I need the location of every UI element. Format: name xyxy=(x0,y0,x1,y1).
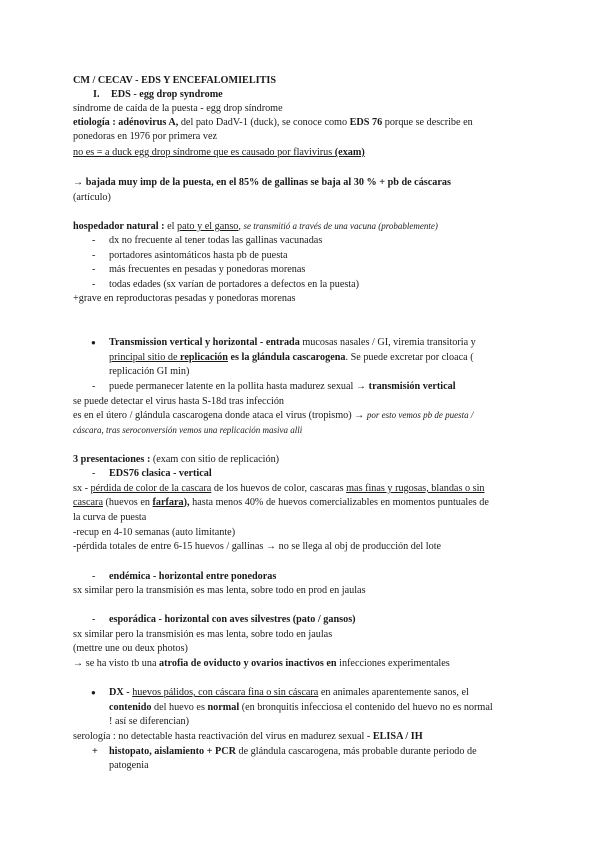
dash-bullet: - xyxy=(92,614,96,625)
endemic-heading: endémica - horizontal entre ponedoras xyxy=(109,571,277,582)
plus-bullet: + xyxy=(92,746,98,757)
not-equal-text: no es = a duck egg drop síndrome que es causado por flavivirus xyxy=(73,147,335,158)
serology-text: serología : no detectable hasta reactivación del virus en madurez sexual - xyxy=(73,731,373,742)
presentations-label: 3 presentaciones : xyxy=(73,454,153,465)
atrophy-bold: atrofia de oviducto y ovarios inactivos en xyxy=(159,658,337,669)
dash-bullet: - xyxy=(92,279,96,290)
vertical-transmission: transmisión vertical xyxy=(368,381,456,392)
dx-line-2 xyxy=(109,701,493,714)
host-item: todas edades (sx varían de portadores a defectos en la puesta) xyxy=(109,279,360,290)
host-item: dx no frecuente al tener todas las gallinas vacunadas xyxy=(109,235,323,246)
atrophy-tail: infecciones experimentales xyxy=(336,658,450,669)
eds76-code: EDS 76 xyxy=(349,117,383,128)
etiology-line-2: ponedoras en 1976 por primera vez xyxy=(73,131,217,142)
uterus-line-2: cáscara, tras seroconversión vemos una replicación masiva alli xyxy=(73,425,303,435)
presentations-line xyxy=(73,453,279,466)
sx-eggs-text: (huevos en xyxy=(102,497,153,508)
bullet-dot-icon: ● xyxy=(91,338,96,347)
sx-label: sx - xyxy=(73,483,91,494)
syndrome-line: síndrome de caída de la puesta - egg drop síndrome xyxy=(73,103,283,114)
eds76-heading: EDS76 clasica - vertical xyxy=(109,468,212,479)
dx-content: contenido xyxy=(109,702,152,713)
symptoms-line xyxy=(73,482,485,495)
sporadic-heading: esporádica - horizontal con aves silvestres (pato / gansos) xyxy=(109,614,356,625)
sx-paren: ), xyxy=(183,497,193,508)
dash-bullet: - xyxy=(92,571,96,582)
host-item: portadores asintomáticos hasta pb de puesta xyxy=(109,250,288,261)
latent-line xyxy=(109,380,456,393)
transmission-title: Transmission vertical y horizontal - entrada xyxy=(109,337,300,348)
host-text: el xyxy=(167,221,177,232)
sx-text: de los huevos de color, cascaras xyxy=(211,483,347,494)
replication-site-text: principal sitio de xyxy=(109,352,181,363)
transmission-line-2 xyxy=(109,351,474,364)
replication-word: replicación xyxy=(180,352,228,363)
dx-pale-eggs: huevos pálidos, con cáscara fina o sin cáscara xyxy=(132,687,319,698)
sporadic-sx: sx similar pero la transmisión es mas lenta, sobre todo en jaulas xyxy=(73,629,333,640)
dash-bullet: - xyxy=(92,235,96,246)
dx-bronchitis: (en bronquitis infecciosa el contenido del huevo no es normal xyxy=(239,702,493,713)
host-label: hospedador natural : xyxy=(73,221,168,232)
symptoms-line-2 xyxy=(73,496,489,509)
etiology-line xyxy=(73,116,473,129)
host-species: pato y el ganso xyxy=(176,221,239,232)
sx-shell-word: cascara xyxy=(73,497,103,508)
sx-shell-quality: mas finas y rugosas, blandas o sin xyxy=(346,483,485,494)
symptoms-line-3: la curva de puesta xyxy=(73,512,147,523)
gland-text: es la glándula cascarogena xyxy=(227,352,346,363)
dx-normal: normal xyxy=(207,702,240,713)
transmission-line xyxy=(109,336,476,349)
section-title: EDS - egg drop syndrome xyxy=(111,89,223,100)
endemic-sx: sx similar pero la transmisión es mas lenta, sobre todo en prod en jaulas xyxy=(73,585,366,596)
uterus-line xyxy=(73,409,473,422)
grave-line: +grave en reproductoras pesadas y ponedoras morenas xyxy=(73,293,296,304)
doc-title: CM / CECAV - EDS Y ENCEFALOMIELITIS xyxy=(73,75,277,86)
not-equal-line xyxy=(73,146,365,159)
detect-line: se puede detectar el virus hasta S-18d tras infección xyxy=(73,396,285,407)
serology-line xyxy=(73,730,423,743)
histo-text: de glándula cascarogena, más probable durante periodo de xyxy=(235,746,477,757)
etiology-text-2: porque se describe en xyxy=(382,117,473,128)
host-line xyxy=(73,220,438,233)
uterus-text: es en el útero / glándula cascarogena donde ataca el virus (tropismo) → xyxy=(73,410,367,421)
laying-drop-line: → bajada muy imp de la puesta, en el 85% de gallinas se baja al 30 % + pb de cáscaras xyxy=(73,177,451,188)
dx-label: DX - xyxy=(109,687,133,698)
losses-line: -pérdida totales de entre 6-15 huevos / gallinas → no se llega al obj de producción del lote xyxy=(73,541,442,552)
sx-commercial-text: hasta menos 40% de huevos comercializables en momentos puntuales de xyxy=(192,497,489,508)
etiology-label: etiología : adénovirus A, xyxy=(73,117,179,128)
exam-tag: (exam) xyxy=(334,147,365,158)
atrophy-line xyxy=(73,657,450,670)
histo-line xyxy=(109,745,477,758)
host-sep: , xyxy=(238,221,244,232)
histo-methods: histopato, aislamiento + PCR xyxy=(109,746,236,757)
dash-bullet: - xyxy=(92,468,96,479)
serology-tests: ELISA / IH xyxy=(372,731,423,742)
host-vaccine-note: se transmitió a través de una vacuna (probablemente) xyxy=(243,221,438,231)
etiology-text: del pato DadV-1 (duck), se conoce como xyxy=(178,117,350,128)
dash-bullet: - xyxy=(92,381,96,392)
transmission-text: mucosas nasales / GI, viremia transitoria y xyxy=(299,337,476,348)
host-item: más frecuentes en pesadas y ponedoras morenas xyxy=(109,264,306,275)
histo-line-2: patogenia xyxy=(109,760,149,771)
sx-farfara: farfara xyxy=(152,497,184,508)
latent-text: puede permanecer latente en la pollita hasta madurez sexual → xyxy=(109,381,369,392)
recovery-line: -recup en 4-10 semanas (auto limitante) xyxy=(73,527,236,538)
bullet-dot-icon: ● xyxy=(91,688,96,697)
dash-bullet: - xyxy=(92,250,96,261)
dx-text-2: del huevo es xyxy=(151,702,208,713)
photos-note: (mettre une ou deux photos) xyxy=(73,643,188,654)
atrophy-text: → se ha visto tb una xyxy=(73,658,160,669)
dash-bullet: - xyxy=(92,264,96,275)
dx-line-3: ! así se diferencian) xyxy=(109,716,190,727)
section-number: I. xyxy=(93,89,100,100)
sx-color-loss: pérdida de color de la cascara xyxy=(90,483,212,494)
transmission-line-3: replicación GI min) xyxy=(109,366,190,377)
uterus-italic: por esto vemos pb de puesta / xyxy=(366,410,474,420)
dx-text: en animales aparentemente sanos, el xyxy=(318,687,469,698)
cloaca-text: . Se puede excretar por cloaca ( xyxy=(345,352,474,363)
article-note: (artículo) xyxy=(73,192,111,203)
dx-line xyxy=(109,686,469,699)
presentations-note: (exam con sitio de replicación) xyxy=(152,454,280,465)
